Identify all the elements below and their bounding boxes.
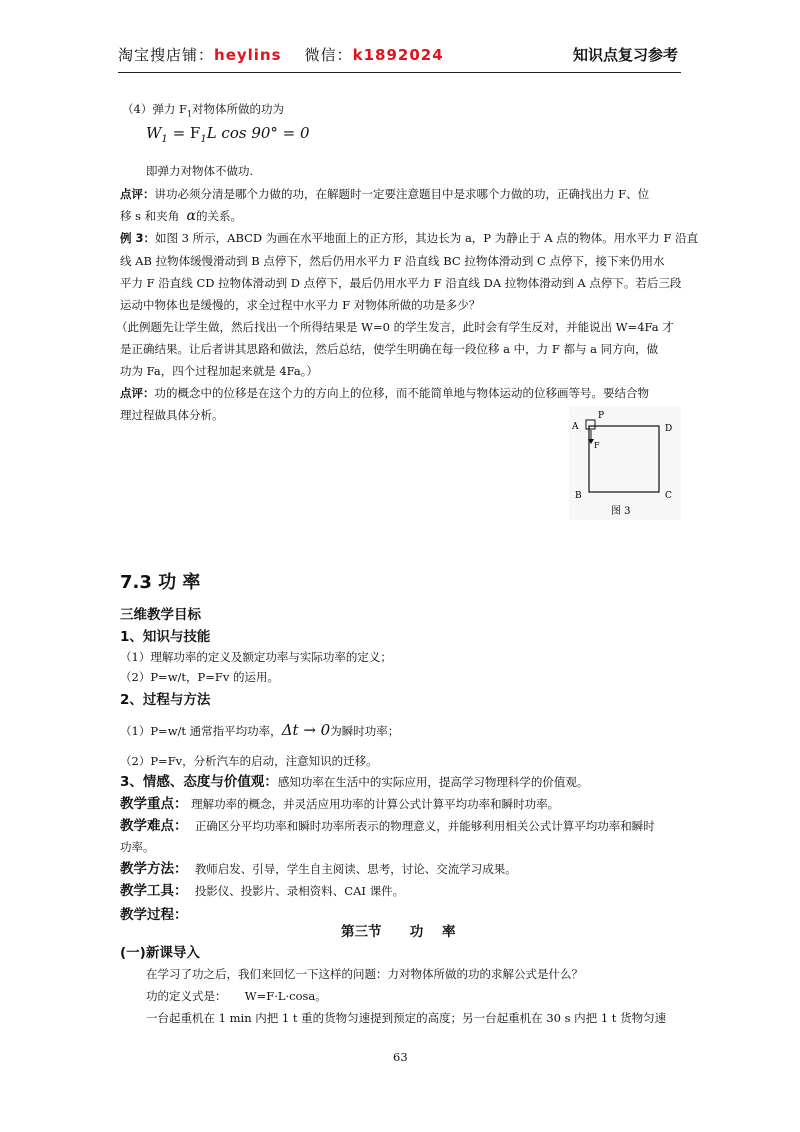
teaching-method: 教学方法： 教师启发、引导，学生自主阅读、思考，讨论、交流学习成果。 [120,861,517,877]
teaching-difficulty: 教学难点： 正确区分平均功率和瞬时功率所表示的物理意义，并能够利用相关公式计算平均功率和瞬时 [120,818,655,834]
label-d: D [665,424,673,434]
teaching-difficulty-cont: 功率。 [120,840,155,854]
page-number: 63 [393,1050,408,1064]
shop-name: heylins [214,46,282,64]
note-line1: （此例题先让学生做，然后找出一个所得结果是 W=0 的学生发言，此时会有学生反对，并能说出 W=4Fa 才 [116,320,674,334]
label-a: A [572,422,579,432]
object-p [586,420,595,429]
formula-w1: $W_1 = F_1L$ cos 90° = 0 [146,124,310,145]
example3-line3: 平力 F 沿直线 CD 拉物体滑动到 D 点停下，最后仍用水平力 F 沿直线 DA 拉物体滑动到 A 点停下。若后三段 [120,276,682,290]
comment1-line2: 移 s 和夹角 α的关系。 [120,208,242,224]
example3-line4: 运动中物体也是缓慢的，求全过程中水平力 F 对物体所做的功是多少？ [120,298,481,312]
comment2-line1: 点评：功的概念中的位移是在这个力的方向上的位移，而不能简单地与物体运动的位移画等号。要结合物 [120,386,649,400]
shop-label: 淘宝搜店铺： [118,46,215,64]
goal2-item2: （2）P=Fv，分析汽车的启动，注意知识的迁移。 [120,754,378,768]
teaching-tools: 教学工具： 投影仪、投影片、录相资料、CAI 课件。 [120,883,405,899]
label-p: P [598,411,605,421]
header-rule [118,72,681,73]
lesson-title: 第三节 功 率 [341,924,456,940]
goal2-title: 2、过程与方法 [120,692,211,708]
wechat-id: k1892024 [352,46,444,64]
part1-title: (一)新课导入 [120,945,200,961]
item-4: （4）弹力 $F_1$对物体所做的功为 [122,102,285,119]
paragraph-2: 功的定义式是： W=F·L·cosa。 [146,989,327,1003]
goal2-item1: （1）P=w/t 通常指平均功率，Δt → 0为瞬时功率； [120,721,400,739]
label-f: F [594,441,600,450]
goals-title: 三维教学目标 [120,607,201,623]
figure-3 [569,406,681,520]
note-line2: 是正确结果。让后者讲其思路和做法，然后总结，使学生明确在每一段位移 a 中，力 F 都与 a 同方向，做 [120,342,659,356]
conclusion-text: 即弹力对物体不做功. [146,164,254,178]
goal1-title: 1、知识与技能 [120,629,211,645]
comment1-line1: 点评：讲功必须分清是哪个力做的功，在解题时一定要注意题目中是求哪个力做的功，正确找出力 F、位 [120,187,650,201]
note-line3: 功为 Fa，四个过程加起来就是 4Fa。） [120,364,318,378]
example3-line1: 例 3：如图 3 所示，ABCD 为画在水平地面上的正方形，其边长为 a，P 为静止于 A 点的物体。用水平力 F 沿直 [120,231,699,245]
label-b: B [575,491,582,501]
teaching-process: 教学过程： [120,907,188,923]
teaching-key: 教学重点： 理解功率的概念，并灵活应用功率的计算公式计算平均功率和瞬时功率。 [120,796,560,812]
section-title: 7.3 功 率 [120,572,201,593]
goal1-item2: （2）P=w/t，P=Fv 的运用。 [120,670,280,684]
square-abcd [589,426,659,492]
wechat-label: 微信： [304,46,353,64]
figure-3-diagram [569,406,681,520]
goal3: 3、情感、态度与价值观：感知功率在生活中的实际应用，提高学习物理科学的价值观。 [120,774,589,790]
paragraph-1: 在学习了功之后，我们来回忆一下这样的问题：力对物体所做的功的求解公式是什么？ [146,967,583,981]
figure-caption: 图 3 [611,506,631,517]
comment2-line2: 理过程做具体分析。 [120,408,224,422]
paragraph-3: 一台起重机在 1 min 内把 1 t 重的货物匀速提到预定的高度；另一台起重机在 30 s 内把 1 t 货物匀速 [146,1011,667,1025]
example3-line2: 线 AB 拉物体缓慢滑动到 B 点停下，然后仍用水平力 F 沿直线 BC 拉物体滑动到 C 点停下，接下来仍用水 [120,254,665,268]
page-header-shop [118,44,444,65]
label-c: C [665,491,672,501]
goal1-item1: （1）理解功率的定义及额定功率与实际功率的定义； [120,650,392,664]
header-right-title: 知识点复习参考 [572,46,678,64]
